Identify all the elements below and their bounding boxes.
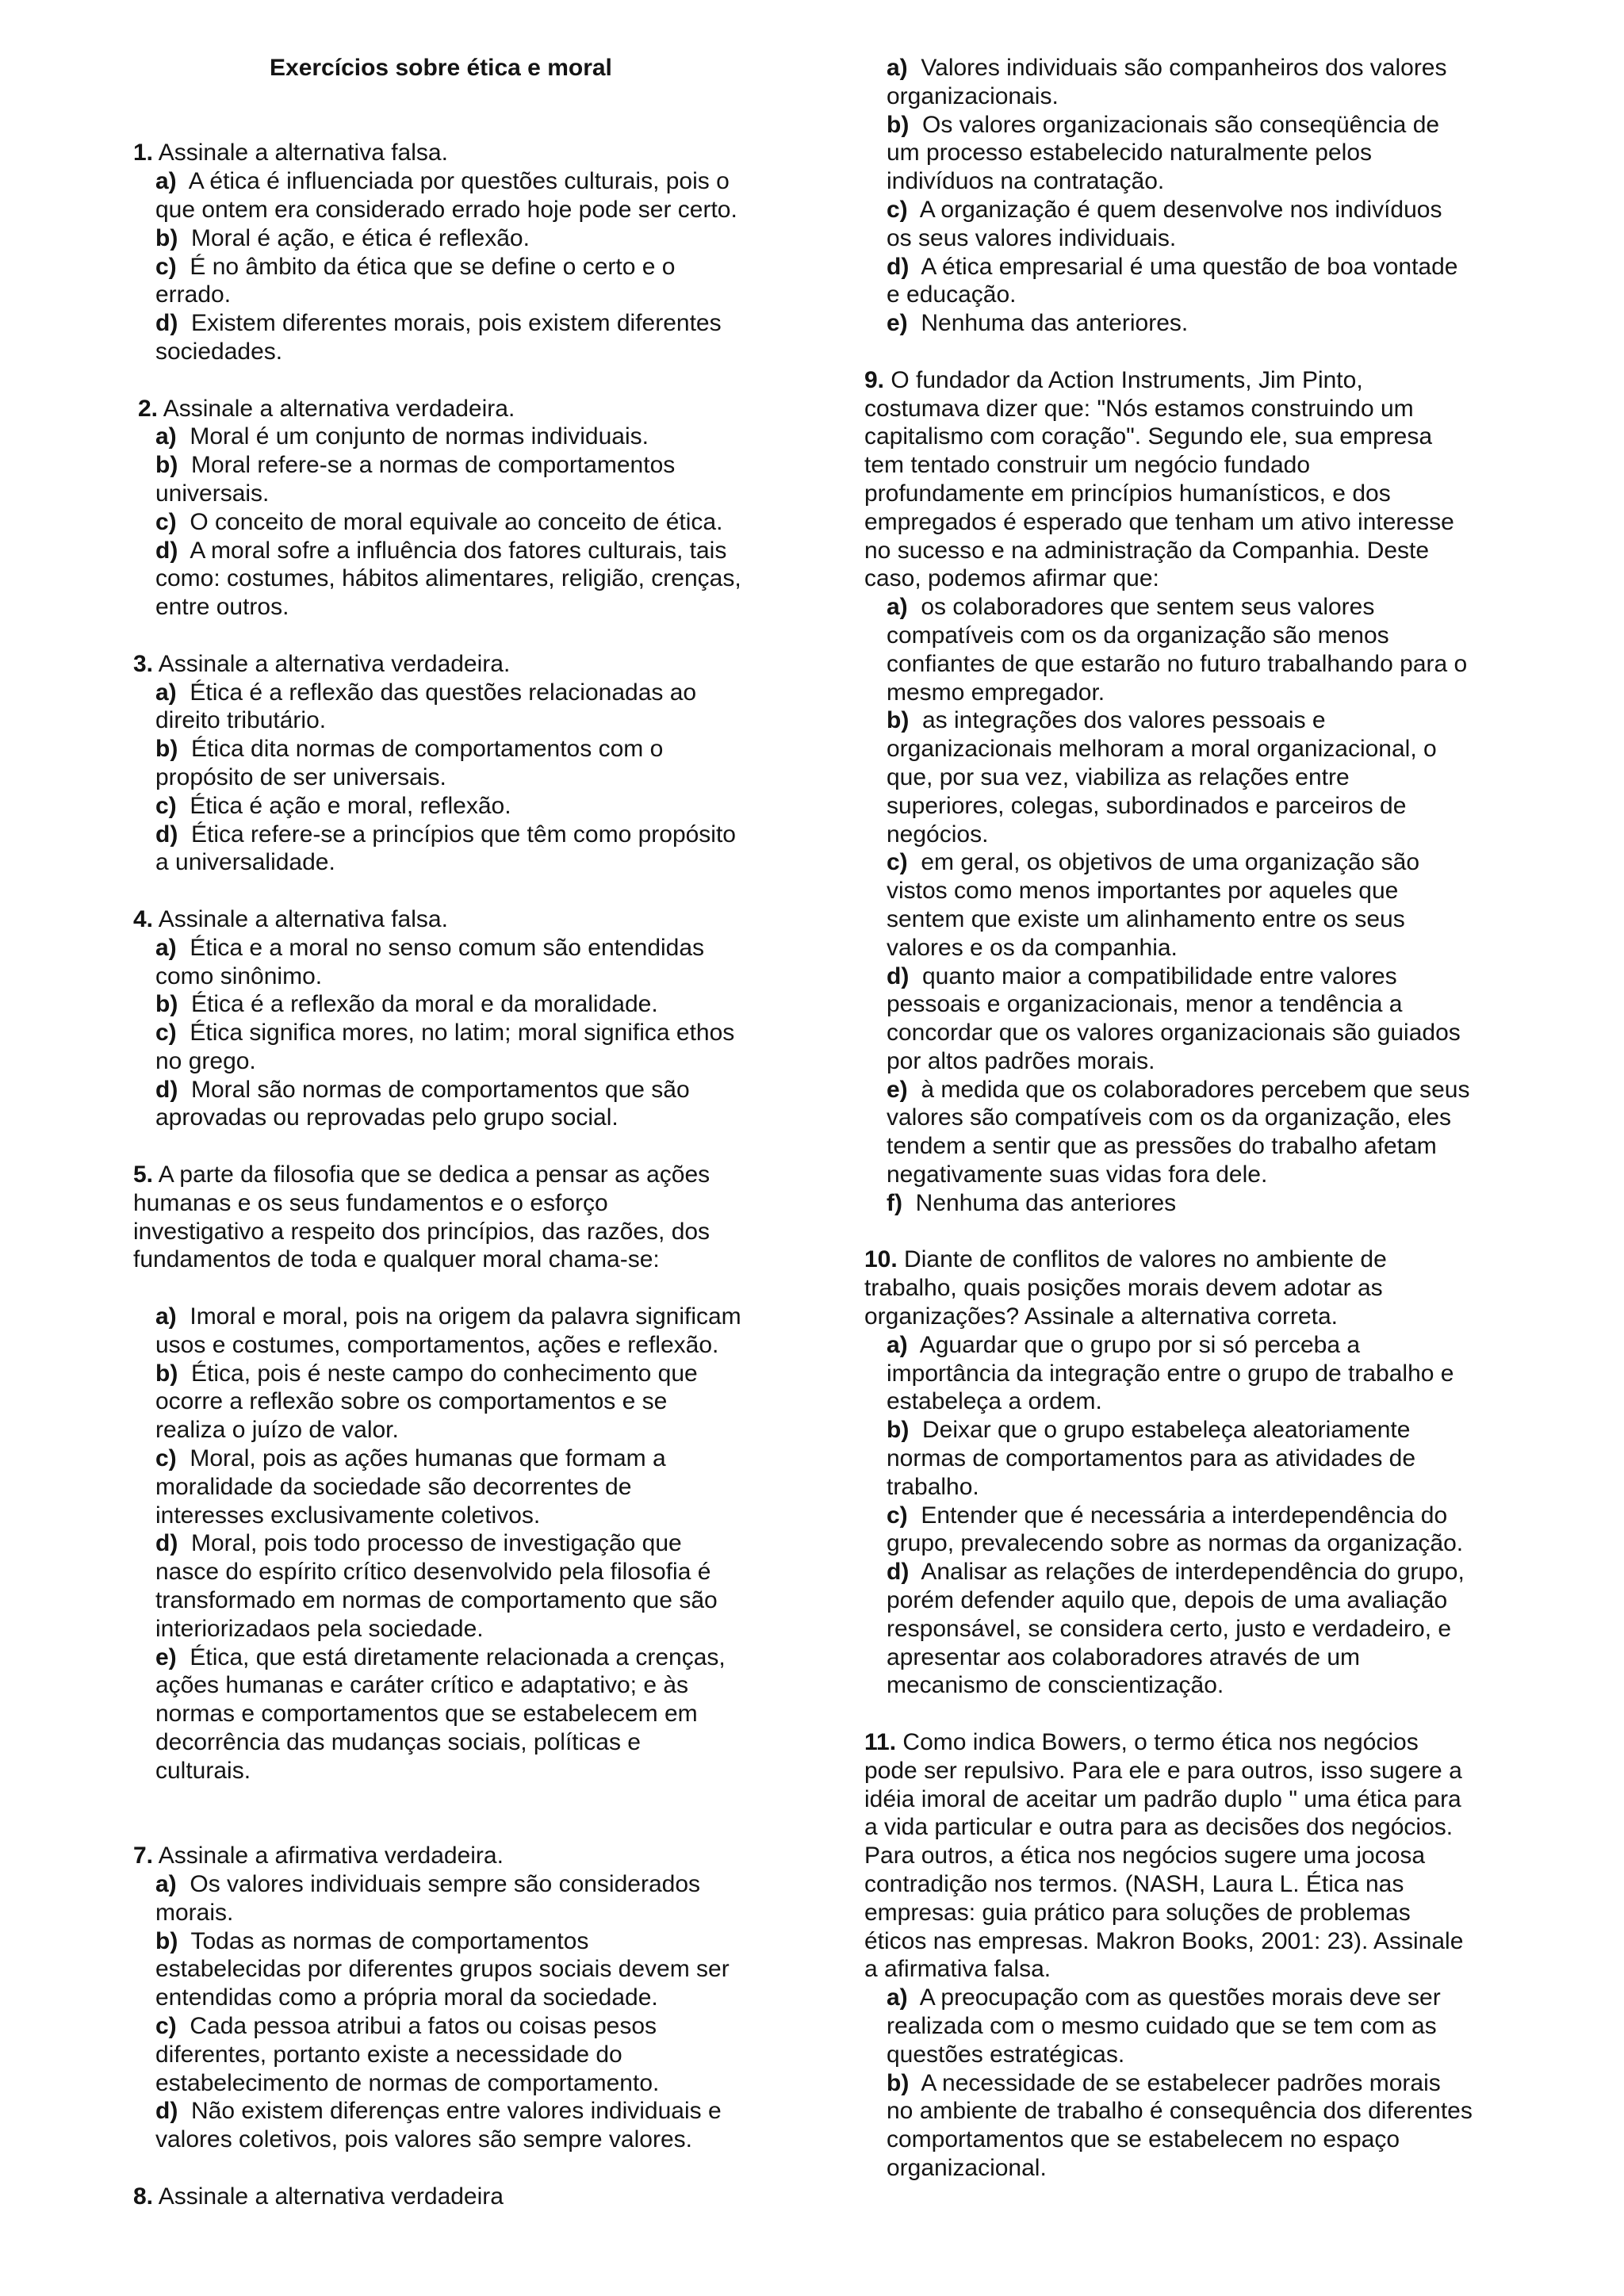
option-c: c) O conceito de moral equivale ao conceito de ética.: [155, 508, 723, 535]
option-f: f) Nenhuma das anteriores: [887, 1189, 1177, 1216]
option-a: a) Imoral e moral, pois na origem da palavra significam usos e costumes, comportamentos, ações e reflexão.: [155, 1303, 741, 1358]
option-d: d) Moral são normas de comportamentos que são aprovadas ou reprovadas pelo grupo social.: [155, 1076, 690, 1131]
question-stem: 7. Assinale a afirmativa verdadeira.: [133, 1843, 504, 1869]
question-stem: 1. Assinale a alternativa falsa.: [133, 140, 448, 166]
question-stem: 10. Diante de conflitos de valores no ambiente de trabalho, quais posições morais devem adotar as organizações? Assinale a alternativa correta.: [864, 1246, 1387, 1330]
option-b: b) Moral refere-se a normas de comportamentos universais.: [155, 452, 676, 507]
question-stem: 9. O fundador da Action Instruments, Jim Pinto, costumava dizer que: "Nós estamos construindo um capitalismo com coração". Segundo ele, sua empresa tem tentado construir um negócio fundado profundamente em princípios humanísticos, e dos empregados é esperado que tenham um ativo interesse no sucesso e na administração da Companhia. Deste caso, podemos afirmar que:: [864, 366, 1454, 592]
question-1: [133, 139, 783, 365]
question-11: [864, 1728, 1499, 2183]
option-b: b) Ética é a reflexão da moral e da moralidade.: [155, 991, 658, 1018]
option-d: d) A moral sofre a influência dos fatores culturais, tais como: costumes, hábitos alimentares, religião, crenças, entre outros.: [155, 537, 741, 621]
option-a: a) Os valores individuais sempre são considerados morais.: [155, 1871, 701, 1926]
option-c: c) A organização é quem desenvolve nos indivíduos os seus valores individuais.: [887, 196, 1442, 251]
option-b: b) Moral é ação, e ética é reflexão.: [155, 224, 530, 251]
option-a: a) A ética é influenciada por questões culturais, pois o que ontem era considerado errado hoje pode ser certo.: [155, 168, 737, 223]
option-b: b) A necessidade de se estabelecer padrões morais no ambiente de trabalho é consequência dos diferentes comportamentos que se estabelecem no espaço organizacional.: [887, 2069, 1473, 2181]
option-d: d) Existem diferentes morais, pois existem diferentes sociedades.: [155, 310, 722, 365]
option-a: a) A preocupação com as questões morais deve ser realizada com o mesmo cuidado que se tem com as questões estratégicas.: [887, 1984, 1441, 2068]
option-c: c) Ética significa mores, no latim; moral significa ethos no grego.: [155, 1020, 735, 1074]
option-c: c) Entender que é necessária a interdependência do grupo, prevalecendo sobre as normas da organização.: [887, 1502, 1464, 1557]
option-d: d) Não existem diferenças entre valores individuais e valores coletivos, pois valores são sempre valores.: [155, 2098, 722, 2153]
option-c: c) em geral, os objetivos de uma organização são vistos como menos importantes por aqueles que sentem que existe um alinhamento entre os seus valores e os da companhia.: [887, 849, 1420, 961]
option-b: b) Os valores organizacionais são conseqüência de um processo estabelecido naturalmente pelos indivíduos na contratação.: [887, 111, 1440, 195]
option-e: e) à medida que os colaboradores percebem que seus valores são compatíveis com os da organização, eles tendem a sentir que as pressões do trabalho afetam negativamente suas vidas fora dele.: [887, 1076, 1470, 1188]
question-stem: 3. Assinale a alternativa verdadeira.: [133, 650, 511, 677]
question-9: [864, 366, 1499, 1218]
question-4: [133, 905, 783, 1132]
question-stem: 2. Assinale a alternativa verdadeira.: [138, 395, 515, 422]
option-a: a) Aguardar que o grupo por si só perceba a importância da integração entre o grupo de trabalho e estabeleça a ordem.: [887, 1331, 1454, 1415]
option-b: b) Deixar que o grupo estabeleça aleatoriamente normas de comportamentos para as atividades de trabalho.: [887, 1417, 1416, 1500]
option-a: a) Ética é a reflexão das questões relacionadas ao direito tributário.: [155, 679, 697, 734]
option-b: b) as integrações dos valores pessoais e organizacionais melhoram a moral organizacional, o que, por sua vez, viabiliza as relações entre superiores, colegas, subordinados e parceiros de negócios.: [887, 707, 1437, 848]
document-title: Exercícios sobre ética e moral: [270, 55, 612, 81]
question-stem: 5. A parte da filosofia que se dedica a pensar as ações humanas e os seus fundamentos e o esforço investigativo a respeito dos princípios, das razões, dos fundamentos de toda e qualquer moral chama-se:: [133, 1161, 710, 1273]
question-3: [133, 650, 783, 877]
option-e: e) Nenhuma das anteriores.: [887, 310, 1189, 337]
option-d: d) Ética refere-se a princípios que têm como propósito a universalidade.: [155, 821, 736, 876]
question-stem: 4. Assinale a alternativa falsa.: [133, 905, 448, 932]
right-column: [864, 54, 1499, 2183]
option-b: b) Ética dita normas de comportamentos com o propósito de ser universais.: [155, 736, 664, 790]
question-stem: 11. Como indica Bowers, o termo ética nos negócios pode ser repulsivo. Para ele e para outros, isso sugere a idéia imoral de aceitar um padrão duplo " uma ética para a vida particular e outra para as decisões dos negócios. Para outros, a ética nos negócios sugere uma jocosa contradição nos termos. (NASH, Laura L. Ética nas empresas: guia prático para soluções de problemas éticos nas empresas. Makron Books, 2001: 23). Assinale a afirmativa falsa.: [864, 1729, 1464, 1983]
option-c: c) É no âmbito da ética que se define o certo e o errado.: [155, 253, 676, 308]
option-b: b) Todas as normas de comportamentos estabelecidas por diferentes grupos sociais devem ser entendidas como a própria moral da sociedade.: [155, 1927, 730, 2011]
option-a: a) Valores individuais são companheiros dos valores organizacionais.: [887, 55, 1447, 109]
option-e: e) Ética, que está diretamente relacionada a crenças, ações humanas e caráter crítico e adaptativo; e às normas e comportamentos que se estabelecem em decorrência das mudanças sociais, políticas e culturais.: [155, 1644, 726, 1784]
question-5: [133, 1161, 783, 1785]
option-d: d) quanto maior a compatibilidade entre valores pessoais e organizacionais, menor a tendência a concordar que os valores organizacionais são guiados por altos padrões morais.: [887, 962, 1461, 1074]
option-d: d) A ética empresarial é uma questão de boa vontade e educação.: [887, 253, 1458, 308]
option-c: c) Moral, pois as ações humanas que formam a moralidade da sociedade são decorrentes de interesses exclusivamente coletivos.: [155, 1445, 666, 1529]
question-10: [864, 1246, 1499, 1700]
question-8-stem: 8. Assinale a alternativa verdadeira: [133, 2183, 504, 2210]
option-a: a) os colaboradores que sentem seus valores compatíveis com os da organização são menos confiantes de que estarão no futuro trabalhando para o mesmo empregador.: [887, 594, 1468, 706]
option-c: c) Ética é ação e moral, reflexão.: [155, 792, 511, 819]
question-7: [133, 1842, 783, 2154]
option-a: a) Ética e a moral no senso comum são entendidas como sinônimo.: [155, 934, 705, 989]
option-b: b) Ética, pois é neste campo do conhecimento que ocorre a reflexão sobre os comportamentos e se realiza o juízo de valor.: [155, 1360, 698, 1444]
option-a: a) Moral é um conjunto de normas individuais.: [155, 423, 649, 450]
option-d: d) Analisar as relações de interdependência do grupo, porém defender aquilo que, depois de uma avaliação responsável, se considera certo, justo e verdadeiro, e apresentar aos colaboradores através de um mecanismo de conscientização.: [887, 1559, 1465, 1699]
left-column: [133, 54, 783, 2211]
option-c: c) Cada pessoa atribui a fatos ou coisas pesos diferentes, portanto existe a necessidade do estabelecimento de normas de comportamento.: [155, 2012, 660, 2096]
question-8-options: [864, 54, 1499, 338]
question-2: [133, 395, 783, 622]
option-d: d) Moral, pois todo processo de investigação que nasce do espírito crítico desenvolvido pela filosofia é transformado em normas de comportamento que são interiorizadaos pela sociedade.: [155, 1530, 718, 1642]
